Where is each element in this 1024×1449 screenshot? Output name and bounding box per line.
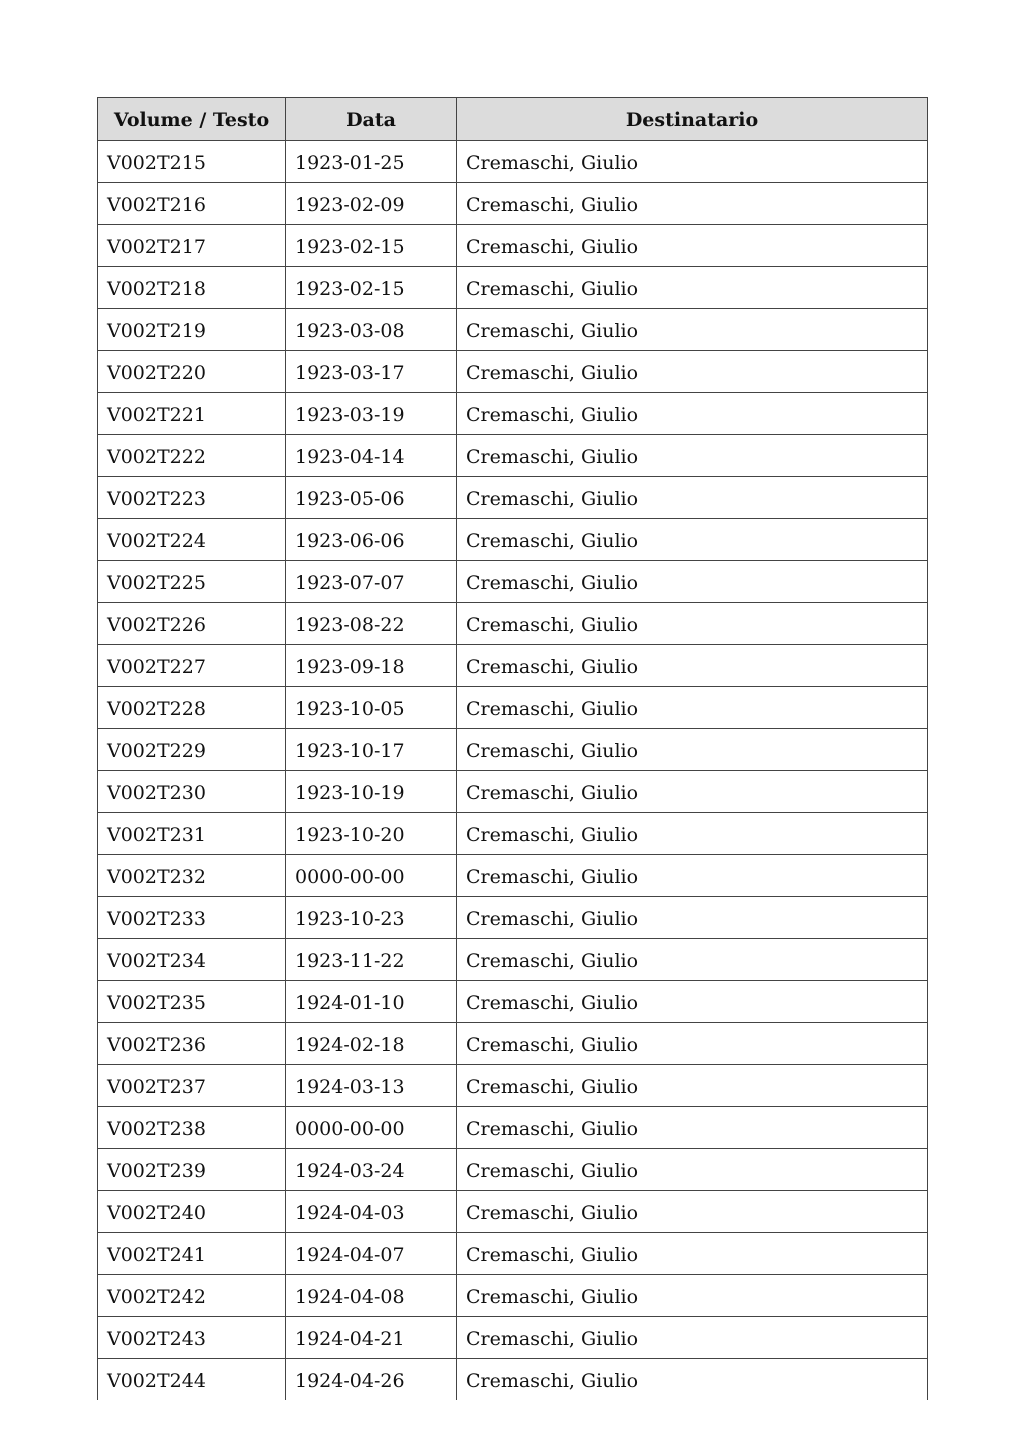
cell-destinatario: Cremaschi, Giulio: [457, 729, 928, 771]
cell-data: 1924-04-03: [286, 1191, 457, 1233]
cell-volume-testo: V002T225: [98, 561, 286, 603]
table-row: [98, 687, 928, 729]
cell-data: 0000-00-00: [286, 1107, 457, 1149]
cell-destinatario: Cremaschi, Giulio: [457, 771, 928, 813]
cell-destinatario: Cremaschi, Giulio: [457, 1233, 928, 1275]
table-row: [98, 729, 928, 771]
cell-data: 1923-03-19: [286, 393, 457, 435]
table-row: [98, 309, 928, 351]
cell-destinatario: Cremaschi, Giulio: [457, 225, 928, 267]
cell-data: 1923-09-18: [286, 645, 457, 687]
cell-data: 1923-06-06: [286, 519, 457, 561]
cell-data: 1924-01-10: [286, 981, 457, 1023]
cell-volume-testo: V002T231: [98, 813, 286, 855]
cell-data: 1923-07-07: [286, 561, 457, 603]
cell-data: 1923-01-25: [286, 141, 457, 183]
table-row: [98, 477, 928, 519]
table-row: [98, 435, 928, 477]
cell-data: 1924-04-08: [286, 1275, 457, 1317]
column-header-data: Data: [286, 98, 457, 141]
cell-volume-testo: V002T235: [98, 981, 286, 1023]
table-row: [98, 267, 928, 309]
cell-volume-testo: V002T243: [98, 1317, 286, 1359]
table-row: [98, 1359, 928, 1401]
cell-volume-testo: V002T228: [98, 687, 286, 729]
cell-volume-testo: V002T219: [98, 309, 286, 351]
cell-destinatario: Cremaschi, Giulio: [457, 519, 928, 561]
cell-destinatario: Cremaschi, Giulio: [457, 267, 928, 309]
cell-destinatario: Cremaschi, Giulio: [457, 687, 928, 729]
cell-volume-testo: V002T224: [98, 519, 286, 561]
table-row: [98, 1191, 928, 1233]
table-row: [98, 939, 928, 981]
table-row: [98, 1317, 928, 1359]
cell-volume-testo: V002T238: [98, 1107, 286, 1149]
cell-volume-testo: V002T239: [98, 1149, 286, 1191]
cell-volume-testo: V002T234: [98, 939, 286, 981]
cell-destinatario: Cremaschi, Giulio: [457, 183, 928, 225]
cell-volume-testo: V002T222: [98, 435, 286, 477]
table-row: [98, 561, 928, 603]
cell-data: 1923-10-05: [286, 687, 457, 729]
table-row: [98, 981, 928, 1023]
cell-volume-testo: V002T220: [98, 351, 286, 393]
cell-volume-testo: V002T227: [98, 645, 286, 687]
cell-data: 1923-11-22: [286, 939, 457, 981]
table-row: [98, 225, 928, 267]
cell-data: 1923-02-15: [286, 225, 457, 267]
table-row: [98, 351, 928, 393]
cell-data: 1924-02-18: [286, 1023, 457, 1065]
cell-volume-testo: V002T241: [98, 1233, 286, 1275]
table-row: [98, 183, 928, 225]
cell-destinatario: Cremaschi, Giulio: [457, 1191, 928, 1233]
table-body: [98, 141, 928, 1401]
cell-destinatario: Cremaschi, Giulio: [457, 309, 928, 351]
table-row: [98, 141, 928, 183]
cell-destinatario: Cremaschi, Giulio: [457, 813, 928, 855]
table-row: [98, 519, 928, 561]
cell-data: 1923-03-17: [286, 351, 457, 393]
cell-destinatario: Cremaschi, Giulio: [457, 897, 928, 939]
cell-destinatario: Cremaschi, Giulio: [457, 1149, 928, 1191]
cell-destinatario: Cremaschi, Giulio: [457, 435, 928, 477]
cell-destinatario: Cremaschi, Giulio: [457, 645, 928, 687]
cell-destinatario: Cremaschi, Giulio: [457, 1275, 928, 1317]
table-row: [98, 393, 928, 435]
cell-volume-testo: V002T244: [98, 1359, 286, 1401]
cell-destinatario: Cremaschi, Giulio: [457, 1065, 928, 1107]
cell-volume-testo: V002T233: [98, 897, 286, 939]
cell-volume-testo: V002T217: [98, 225, 286, 267]
column-header-volume-testo: Volume / Testo: [98, 98, 286, 141]
cell-destinatario: Cremaschi, Giulio: [457, 1359, 928, 1401]
cell-destinatario: Cremaschi, Giulio: [457, 1107, 928, 1149]
cell-destinatario: Cremaschi, Giulio: [457, 981, 928, 1023]
cell-volume-testo: V002T230: [98, 771, 286, 813]
cell-destinatario: Cremaschi, Giulio: [457, 561, 928, 603]
table-row: [98, 1023, 928, 1065]
table-row: [98, 1107, 928, 1149]
cell-data: 1924-03-13: [286, 1065, 457, 1107]
cell-volume-testo: V002T223: [98, 477, 286, 519]
cell-data: 1924-03-24: [286, 1149, 457, 1191]
cell-volume-testo: V002T226: [98, 603, 286, 645]
cell-data: 0000-00-00: [286, 855, 457, 897]
cell-volume-testo: V002T221: [98, 393, 286, 435]
table-row: [98, 603, 928, 645]
table-row: [98, 771, 928, 813]
table-row: [98, 813, 928, 855]
cell-data: 1923-03-08: [286, 309, 457, 351]
cell-destinatario: Cremaschi, Giulio: [457, 141, 928, 183]
cell-volume-testo: V002T218: [98, 267, 286, 309]
cell-destinatario: Cremaschi, Giulio: [457, 393, 928, 435]
letters-table: [97, 97, 928, 1400]
cell-data: 1923-02-09: [286, 183, 457, 225]
cell-data: 1923-08-22: [286, 603, 457, 645]
cell-volume-testo: V002T216: [98, 183, 286, 225]
cell-destinatario: Cremaschi, Giulio: [457, 603, 928, 645]
table-header: [98, 98, 928, 141]
table-row: [98, 1065, 928, 1107]
table-row: [98, 1233, 928, 1275]
cell-data: 1923-10-20: [286, 813, 457, 855]
table-row: [98, 855, 928, 897]
cell-data: 1923-10-17: [286, 729, 457, 771]
cell-volume-testo: V002T236: [98, 1023, 286, 1065]
cell-volume-testo: V002T237: [98, 1065, 286, 1107]
cell-volume-testo: V002T229: [98, 729, 286, 771]
table-row: [98, 1149, 928, 1191]
cell-data: 1923-04-14: [286, 435, 457, 477]
cell-data: 1924-04-21: [286, 1317, 457, 1359]
cell-volume-testo: V002T232: [98, 855, 286, 897]
cell-data: 1923-02-15: [286, 267, 457, 309]
cell-data: 1923-05-06: [286, 477, 457, 519]
cell-data: 1923-10-23: [286, 897, 457, 939]
cell-destinatario: Cremaschi, Giulio: [457, 351, 928, 393]
table-row: [98, 897, 928, 939]
cell-volume-testo: V002T215: [98, 141, 286, 183]
header-row: [98, 98, 928, 141]
table-row: [98, 645, 928, 687]
cell-destinatario: Cremaschi, Giulio: [457, 939, 928, 981]
cell-volume-testo: V002T242: [98, 1275, 286, 1317]
table-row: [98, 1275, 928, 1317]
column-header-destinatario: Destinatario: [457, 98, 928, 141]
cell-destinatario: Cremaschi, Giulio: [457, 477, 928, 519]
cell-volume-testo: V002T240: [98, 1191, 286, 1233]
cell-data: 1923-10-19: [286, 771, 457, 813]
cell-destinatario: Cremaschi, Giulio: [457, 1317, 928, 1359]
cell-destinatario: Cremaschi, Giulio: [457, 855, 928, 897]
cell-data: 1924-04-26: [286, 1359, 457, 1401]
cell-data: 1924-04-07: [286, 1233, 457, 1275]
cell-destinatario: Cremaschi, Giulio: [457, 1023, 928, 1065]
